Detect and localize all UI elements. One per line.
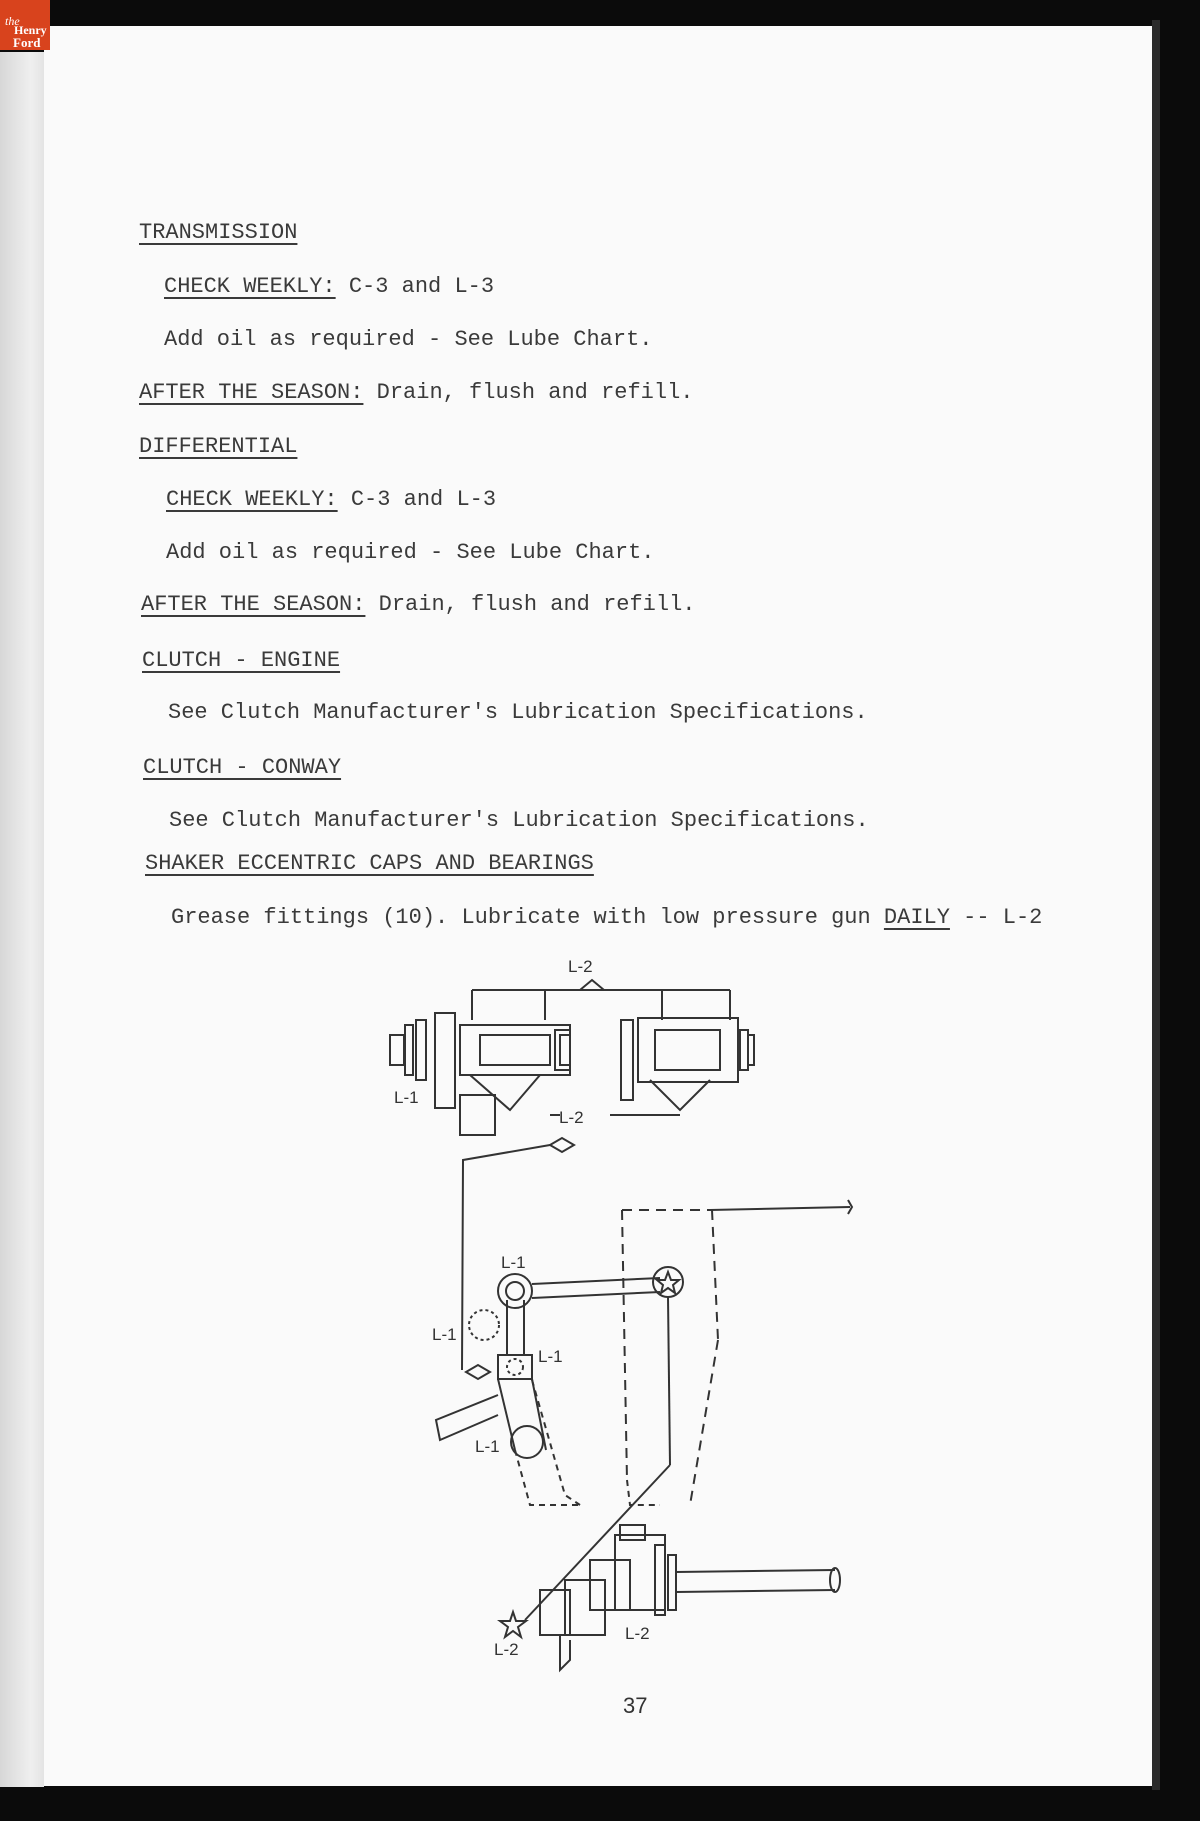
linkage-drawing bbox=[436, 1138, 852, 1620]
shaker-heading: SHAKER ECCENTRIC CAPS AND BEARINGS bbox=[145, 851, 594, 876]
diagram-label: L-1 bbox=[501, 1253, 526, 1272]
diagram-label: L-1 bbox=[394, 1088, 419, 1107]
differential-check-value: C-3 and L-3 bbox=[350, 487, 497, 512]
transmission-after-value: Drain, flush and refill. bbox=[376, 380, 694, 405]
logo-ford: Ford bbox=[13, 35, 41, 50]
clutch-engine-heading: CLUTCH - ENGINE bbox=[142, 648, 341, 673]
diagram-label: L-1 bbox=[538, 1347, 563, 1366]
shaker-text-after: -- L-2 bbox=[963, 905, 1043, 930]
differential-after-value: Drain, flush and refill. bbox=[378, 592, 696, 617]
diagram-label: L-2 bbox=[494, 1640, 519, 1659]
transmission-heading: TRANSMISSION bbox=[139, 220, 298, 245]
differential-after-label: AFTER THE SEASON: bbox=[141, 592, 366, 617]
diagram-label: L-2 bbox=[568, 957, 593, 976]
drive-assembly-drawing bbox=[500, 1525, 840, 1670]
clutch-conway-note: See Clutch Manufacturer's Lubrication Specifications. bbox=[169, 808, 869, 833]
diagram-label: L-1 bbox=[475, 1437, 500, 1456]
diagram-label: L-2 bbox=[559, 1108, 584, 1127]
differential-note: Add oil as required - See Lube Chart. bbox=[166, 540, 655, 565]
transmission-check-value: C-3 and L-3 bbox=[348, 274, 495, 299]
logo-the: the bbox=[5, 14, 20, 28]
transmission-check-label: CHECK WEEKLY: bbox=[164, 274, 336, 299]
differential-heading: DIFFERENTIAL bbox=[139, 434, 298, 459]
page-number: 37 bbox=[623, 1693, 648, 1718]
clutch-engine-note: See Clutch Manufacturer's Lubrication Specifications. bbox=[168, 700, 868, 725]
clutch-conway-heading: CLUTCH - CONWAY bbox=[143, 755, 342, 780]
shaker-daily: DAILY bbox=[883, 905, 950, 930]
diagram-label: L-2 bbox=[625, 1624, 650, 1643]
transmission-after-label: AFTER THE SEASON: bbox=[139, 380, 364, 405]
shaker-text-before: Grease fittings (10). Lubricate with low pressure gun bbox=[171, 905, 871, 930]
differential-check-label: CHECK WEEKLY: bbox=[166, 487, 338, 512]
diagram-label: L-1 bbox=[432, 1325, 457, 1344]
logo-henry: Henry bbox=[14, 23, 47, 37]
transmission-note: Add oil as required - See Lube Chart. bbox=[164, 327, 653, 352]
